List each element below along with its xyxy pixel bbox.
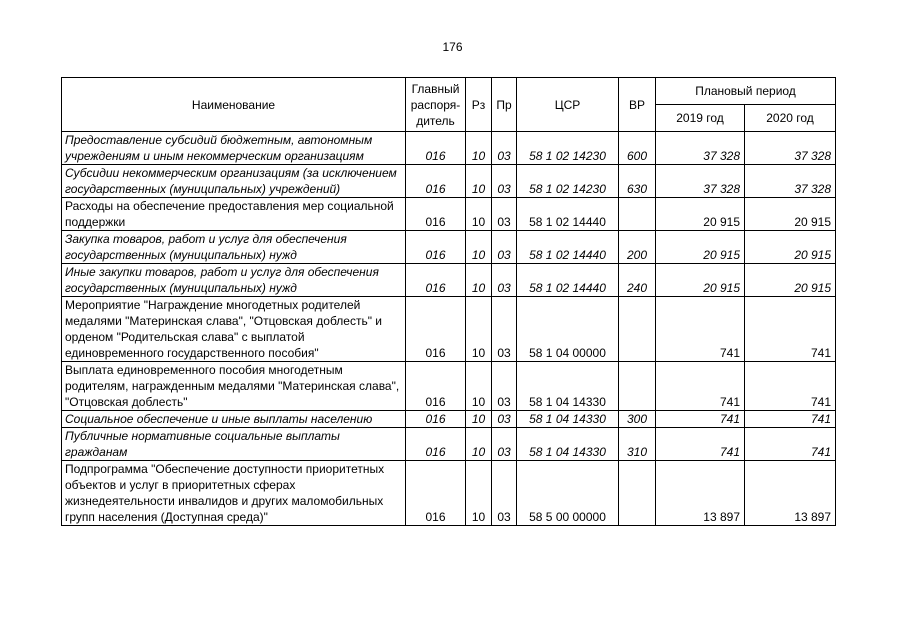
cell-2019: 741: [656, 297, 745, 362]
table-row: [62, 231, 836, 264]
cell-2020: 37 328: [745, 165, 836, 198]
cell-vr: 600: [619, 132, 656, 165]
cell-pr: 03: [492, 198, 517, 231]
cell-2020: 13 897: [745, 461, 836, 526]
cell-pr: 03: [492, 362, 517, 411]
cell-2019: 20 915: [656, 264, 745, 297]
cell-chief-admin: 016: [406, 362, 466, 411]
cell-csr: 58 1 04 14330: [517, 362, 619, 411]
cell-2020: 741: [745, 411, 836, 428]
cell-csr: 58 5 00 00000: [517, 461, 619, 526]
cell-rz: 10: [466, 428, 492, 461]
cell-csr: 58 1 04 14330: [517, 428, 619, 461]
col-header-csr: ЦСР: [517, 78, 619, 132]
cell-chief-admin: 016: [406, 411, 466, 428]
table-row: [62, 165, 836, 198]
cell-rz: 10: [466, 132, 492, 165]
cell-vr: 310: [619, 428, 656, 461]
cell-csr: 58 1 02 14230: [517, 132, 619, 165]
col-header-pr: Пр: [492, 78, 517, 132]
table-row: [62, 132, 836, 165]
cell-csr: 58 1 02 14440: [517, 231, 619, 264]
cell-name: Расходы на обеспечение предоставления мер социальной поддержки: [62, 198, 406, 231]
col-header-chief-admin: Главный распоря- дитель: [406, 78, 466, 132]
col-header-name: Наименование: [62, 78, 406, 132]
table-row: [62, 198, 836, 231]
col-header-vr: ВР: [619, 78, 656, 132]
cell-rz: 10: [466, 264, 492, 297]
cell-vr: [619, 198, 656, 231]
cell-2020: 20 915: [745, 198, 836, 231]
cell-csr: 58 1 02 14230: [517, 165, 619, 198]
cell-2019: 13 897: [656, 461, 745, 526]
col-header-rz: Рз: [466, 78, 492, 132]
table-row: [62, 461, 836, 526]
cell-rz: 10: [466, 231, 492, 264]
cell-2020: 741: [745, 297, 836, 362]
table-body: [62, 132, 836, 526]
cell-name: Подпрограмма "Обеспечение доступности приоритетных объектов и услуг в приоритетных сферах жизнедеятельности инвалидов и других маломобильных групп населения (Доступная среда)": [62, 461, 406, 526]
cell-2020: 741: [745, 362, 836, 411]
cell-name: Иные закупки товаров, работ и услуг для обеспечения государственных (муниципальных) нужд: [62, 264, 406, 297]
cell-csr: 58 1 02 14440: [517, 264, 619, 297]
col-header-planned-period: Плановый период: [656, 78, 836, 105]
cell-2019: 20 915: [656, 231, 745, 264]
col-header-2019: 2019 год: [656, 105, 745, 132]
cell-rz: 10: [466, 362, 492, 411]
cell-chief-admin: 016: [406, 132, 466, 165]
cell-vr: [619, 461, 656, 526]
cell-pr: 03: [492, 231, 517, 264]
cell-vr: 240: [619, 264, 656, 297]
cell-pr: 03: [492, 461, 517, 526]
cell-2019: 741: [656, 411, 745, 428]
cell-name: Социальное обеспечение и иные выплаты населению: [62, 411, 406, 428]
page-number: 176: [442, 40, 463, 54]
cell-chief-admin: 016: [406, 198, 466, 231]
cell-2019: 741: [656, 362, 745, 411]
cell-2019: 37 328: [656, 132, 745, 165]
cell-2019: 20 915: [656, 198, 745, 231]
cell-pr: 03: [492, 132, 517, 165]
cell-csr: 58 1 04 00000: [517, 297, 619, 362]
cell-name: Мероприятие "Награждение многодетных родителей медалями "Материнская слава", "Отцовская доблесть" и орденом "Родительская слава" с выплатой единовременного государственного пособия": [62, 297, 406, 362]
cell-pr: 03: [492, 428, 517, 461]
cell-chief-admin: 016: [406, 297, 466, 362]
table-row: [62, 411, 836, 428]
cell-chief-admin: 016: [406, 231, 466, 264]
cell-name: Выплата единовременного пособия многодетным родителям, награжденным медалями "Материнская слава", "Отцовская доблесть": [62, 362, 406, 411]
cell-vr: 200: [619, 231, 656, 264]
cell-rz: 10: [466, 297, 492, 362]
cell-2020: 20 915: [745, 231, 836, 264]
cell-2019: 741: [656, 428, 745, 461]
cell-rz: 10: [466, 461, 492, 526]
cell-name: Предоставление субсидий бюджетным, автономным учреждениям и иным некоммерческим организациям: [62, 132, 406, 165]
table-row: [62, 297, 836, 362]
cell-rz: 10: [466, 198, 492, 231]
header-row: [62, 78, 836, 105]
cell-rz: 10: [466, 411, 492, 428]
cell-2020: 37 328: [745, 132, 836, 165]
cell-name: Закупка товаров, работ и услуг для обеспечения государственных (муниципальных) нужд: [62, 231, 406, 264]
cell-csr: 58 1 02 14440: [517, 198, 619, 231]
cell-csr: 58 1 04 14330: [517, 411, 619, 428]
table-row: [62, 362, 836, 411]
table-row: [62, 428, 836, 461]
col-header-2020: 2020 год: [745, 105, 836, 132]
cell-chief-admin: 016: [406, 165, 466, 198]
cell-pr: 03: [492, 264, 517, 297]
table-row: [62, 264, 836, 297]
cell-chief-admin: 016: [406, 264, 466, 297]
cell-vr: [619, 297, 656, 362]
cell-pr: 03: [492, 411, 517, 428]
cell-vr: 630: [619, 165, 656, 198]
cell-name: Субсидии некоммерческим организациям (за исключением государственных (муниципальных) учреждений): [62, 165, 406, 198]
cell-chief-admin: 016: [406, 428, 466, 461]
cell-name: Публичные нормативные социальные выплаты гражданам: [62, 428, 406, 461]
cell-rz: 10: [466, 165, 492, 198]
cell-2020: 741: [745, 428, 836, 461]
cell-pr: 03: [492, 297, 517, 362]
budget-table: [61, 77, 836, 526]
cell-vr: 300: [619, 411, 656, 428]
cell-2019: 37 328: [656, 165, 745, 198]
cell-2020: 20 915: [745, 264, 836, 297]
cell-vr: [619, 362, 656, 411]
cell-pr: 03: [492, 165, 517, 198]
cell-chief-admin: 016: [406, 461, 466, 526]
